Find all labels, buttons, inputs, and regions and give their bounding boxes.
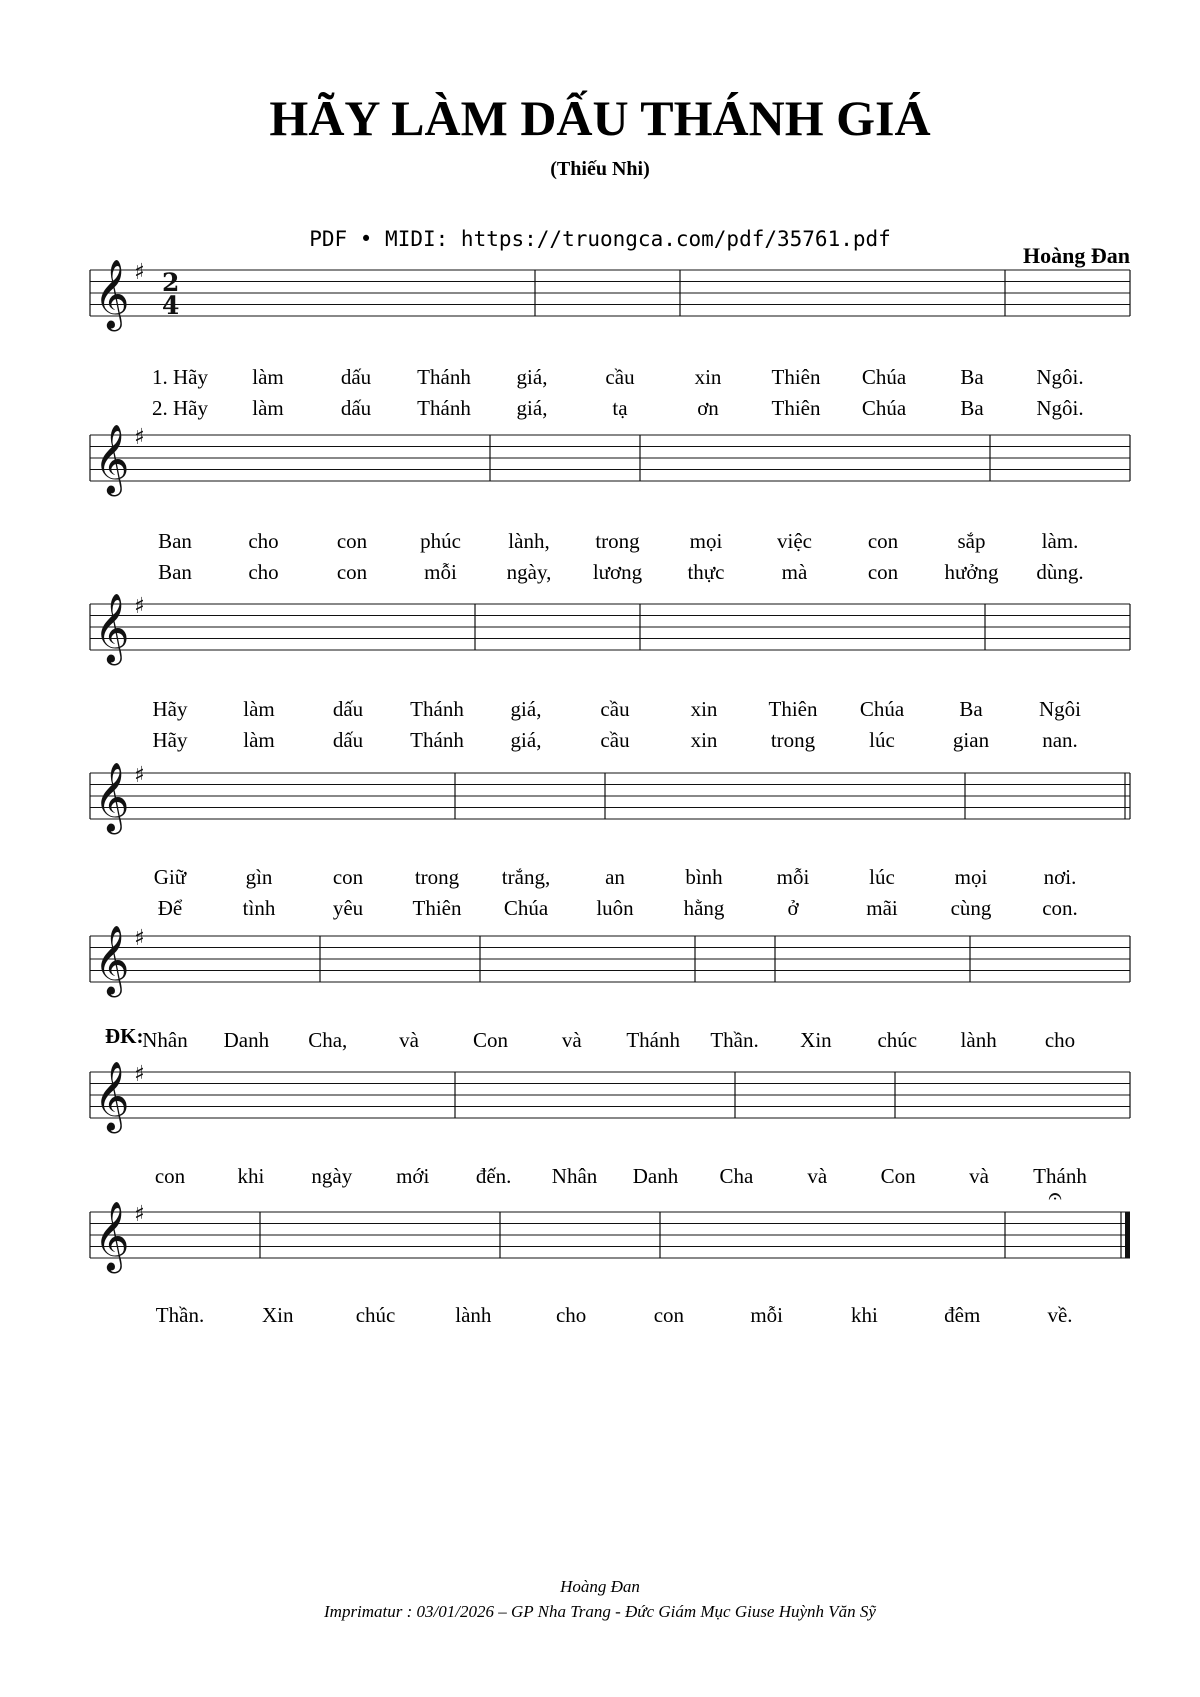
lyric-syllable: Xin (800, 1028, 832, 1052)
final-barline-thick (1125, 1212, 1130, 1258)
lyric-syllable: ngày, (506, 560, 552, 584)
lyric-syllable: Hãy (152, 728, 188, 752)
treble-clef-icon: 𝄞 (94, 1061, 130, 1131)
lyric-syllable: con (336, 560, 368, 584)
lyric-syllable: Ba (960, 396, 984, 420)
lyric-syllable: con. (1042, 896, 1078, 920)
lyric-syllable: Chúa (861, 365, 907, 389)
lyric-syllable: và (807, 1164, 828, 1188)
lyric-syllable: Để (157, 896, 183, 920)
lyric-syllable: xin (690, 728, 718, 752)
fermata-icon: 𝄐 (1048, 1182, 1062, 1210)
lyric-syllable: tạ (612, 396, 628, 420)
lyric-syllable: trắng, (501, 865, 551, 889)
lyric-syllable: Chúa (503, 896, 549, 920)
lyric-syllable: xin (694, 365, 722, 389)
lyric-syllable: gìn (245, 865, 273, 889)
lyric-syllable: Nhân (551, 1164, 598, 1188)
lyric-syllable: sắp (957, 529, 986, 553)
lyric-syllable: làm (243, 728, 275, 752)
sharp-icon: ♯ (134, 260, 145, 285)
lyric-syllable: con (336, 529, 368, 553)
lyric-syllable: ơn (697, 396, 719, 420)
lyric-syllable: và (399, 1028, 420, 1052)
treble-clef-icon: 𝄞 (94, 259, 130, 329)
sharp-icon: ♯ (134, 926, 145, 951)
lyric-syllable: làm (243, 697, 275, 721)
lyric-syllable: và (561, 1028, 582, 1052)
lyric-syllable: lúc (869, 865, 895, 889)
lyric-syllable: bình (685, 865, 723, 889)
lyric-syllable: Ba (959, 697, 983, 721)
lyric-syllable: mới (396, 1164, 430, 1188)
score-systems (90, 259, 1130, 1327)
lyric-syllable: Danh (223, 1028, 270, 1052)
lyric-syllable: 1. Hãy (152, 365, 208, 389)
lyric-syllable: Chúa (861, 396, 907, 420)
treble-clef-icon: 𝄞 (94, 925, 130, 995)
lyric-syllable: Thánh (626, 1028, 681, 1052)
lyric-syllable: chúc (877, 1028, 918, 1052)
lyric-syllable: yêu (332, 896, 364, 920)
lyric-syllable: Thần. (710, 1028, 759, 1052)
lyric-syllable: trong (595, 529, 640, 553)
lyric-syllable: Giữ (153, 865, 187, 889)
lyric-syllable: cầu (600, 728, 630, 752)
lyric-syllable: làm. (1041, 529, 1079, 553)
lyric-syllable: khi (851, 1303, 878, 1327)
lyric-syllable: Thiên (768, 697, 818, 721)
lyric-syllable: dấu (340, 365, 372, 389)
lyric-syllable: cho (555, 1303, 587, 1327)
lyric-syllable: dấu (332, 697, 364, 721)
lyric-syllable: an (605, 865, 625, 889)
lyric-syllable: lúc (869, 728, 895, 752)
lyric-syllable: Ngôi (1039, 697, 1081, 721)
download-link[interactable]: PDF • MIDI: https://truongca.com/pdf/35761.pdf (309, 227, 891, 251)
lyric-syllable: Thần. (155, 1303, 205, 1327)
lyric-syllable: Con (880, 1164, 916, 1188)
lyric-syllable: cầu (605, 365, 635, 389)
lyric-syllable: Nhân (142, 1028, 188, 1052)
lyric-syllable: hưởng (944, 560, 999, 584)
lyric-syllable: đến. (475, 1164, 512, 1188)
lyric-syllable: mỗi (750, 1303, 784, 1327)
lyric-syllable: ngày (311, 1164, 353, 1188)
lyric-syllable: luôn (596, 896, 634, 920)
lyric-syllable: Ba (960, 365, 984, 389)
lyric-syllable: lương (592, 560, 643, 584)
sharp-icon: ♯ (134, 763, 145, 788)
treble-clef-icon: 𝄞 (94, 424, 130, 494)
lyric-syllable: Thánh (410, 728, 464, 752)
lyric-syllable: ở (787, 896, 799, 920)
composer-name: Hoàng Đan (1023, 243, 1130, 268)
lyric-syllable: cùng (950, 896, 992, 920)
treble-clef-icon: 𝄞 (94, 1201, 130, 1271)
lyric-syllable: mỗi (424, 560, 457, 584)
footer-author: Hoàng Đan (560, 1577, 640, 1596)
lyric-syllable: Ban (158, 529, 192, 553)
lyric-syllable: giá, (510, 728, 542, 752)
lyric-syllable: về. (1047, 1303, 1073, 1327)
staff-system (90, 1182, 1130, 1327)
lyric-syllable: 2. Hãy (152, 396, 208, 420)
lyric-syllable: phúc (420, 529, 461, 553)
song-title: HÃY LÀM DẤU THÁNH GIÁ (269, 90, 931, 146)
sharp-icon: ♯ (134, 1202, 145, 1227)
staff-system (90, 259, 1130, 420)
lyric-syllable: Thiên (412, 896, 462, 920)
lyric-syllable: mãi (866, 896, 898, 920)
lyric-syllable: Thiên (771, 365, 821, 389)
lyric-syllable: Thánh (410, 697, 464, 721)
lyric-syllable: mà (781, 560, 808, 584)
lyric-syllable: làm (252, 365, 284, 389)
lyric-syllable: nơi. (1043, 865, 1077, 889)
staff-system (90, 762, 1130, 920)
treble-clef-icon: 𝄞 (94, 593, 130, 663)
chorus-label: ĐK: (105, 1024, 144, 1048)
lyric-syllable: Ngôi. (1036, 396, 1084, 420)
lyric-syllable: và (969, 1164, 990, 1188)
lyric-syllable: con (154, 1164, 186, 1188)
lyric-syllable: Cha, (308, 1028, 348, 1052)
lyric-syllable: dấu (340, 396, 372, 420)
staff-system (90, 1061, 1130, 1188)
sharp-icon: ♯ (134, 425, 145, 450)
lyric-syllable: tình (242, 896, 276, 920)
lyric-syllable: Thiên (771, 396, 821, 420)
lyric-syllable: dùng. (1036, 560, 1084, 584)
song-subtitle: (Thiếu Nhi) (550, 158, 650, 180)
lyric-syllable: cho (248, 560, 279, 584)
lyric-syllable: Con (472, 1028, 508, 1052)
lyric-syllable: trong (414, 865, 460, 889)
sharp-icon: ♯ (134, 1062, 145, 1087)
lyric-syllable: giá, (516, 396, 548, 420)
lyric-syllable: Hãy (152, 697, 188, 721)
lyric-syllable: Thánh (417, 396, 471, 420)
lyric-syllable: đêm (944, 1303, 981, 1327)
lyric-syllable: gian (952, 728, 990, 752)
lyric-syllable: Danh (632, 1164, 679, 1188)
lyric-syllable: Thánh (417, 365, 471, 389)
lyric-syllable: mọi (954, 865, 988, 889)
staff-system (90, 925, 1130, 1052)
lyric-syllable: mỗi (776, 865, 810, 889)
lyric-syllable: giá, (516, 365, 548, 389)
lyric-syllable: xin (690, 697, 718, 721)
lyric-syllable: khi (237, 1164, 265, 1188)
lyric-syllable: con (867, 560, 899, 584)
staff-system (90, 593, 1130, 752)
staff-system (90, 424, 1130, 584)
lyric-syllable: Thánh (1033, 1164, 1087, 1188)
lyric-syllable: mọi (689, 529, 723, 553)
lyric-syllable: con (867, 529, 899, 553)
lyric-syllable: Ngôi. (1036, 365, 1084, 389)
lyric-syllable: việc (777, 529, 812, 553)
lyric-syllable: dấu (332, 728, 364, 752)
lyric-syllable: trong (770, 728, 816, 752)
lyric-syllable: cho (1044, 1028, 1076, 1052)
lyric-syllable: Chúa (859, 697, 905, 721)
lyric-syllable: nan. (1042, 728, 1078, 752)
lyric-syllable: cho (248, 529, 279, 553)
time-signature-bottom: 4 (162, 291, 180, 320)
treble-clef-icon: 𝄞 (94, 762, 130, 832)
lyric-syllable: cầu (600, 697, 630, 721)
lyric-syllable: Xin (262, 1303, 294, 1327)
lyric-syllable: chúc (355, 1303, 396, 1327)
sharp-icon: ♯ (134, 594, 145, 619)
lyric-syllable: con (332, 865, 364, 889)
lyric-syllable: con (653, 1303, 685, 1327)
lyric-syllable: lành (455, 1303, 492, 1327)
lyric-syllable: làm (252, 396, 284, 420)
lyric-syllable: lành, (508, 529, 550, 553)
lyric-syllable: lành (960, 1028, 997, 1052)
lyric-syllable: hằng (683, 896, 725, 920)
lyric-syllable: Ban (158, 560, 192, 584)
lyric-syllable: thực (687, 560, 725, 584)
time-signature-top: 2 (162, 268, 180, 297)
lyric-syllable: giá, (510, 697, 542, 721)
footer-imprimatur: Imprimatur : 03/01/2026 – GP Nha Trang - Đức Giám Mục Giuse Huỳnh Văn Sỹ (324, 1602, 876, 1621)
lyric-syllable: Cha (719, 1164, 754, 1188)
